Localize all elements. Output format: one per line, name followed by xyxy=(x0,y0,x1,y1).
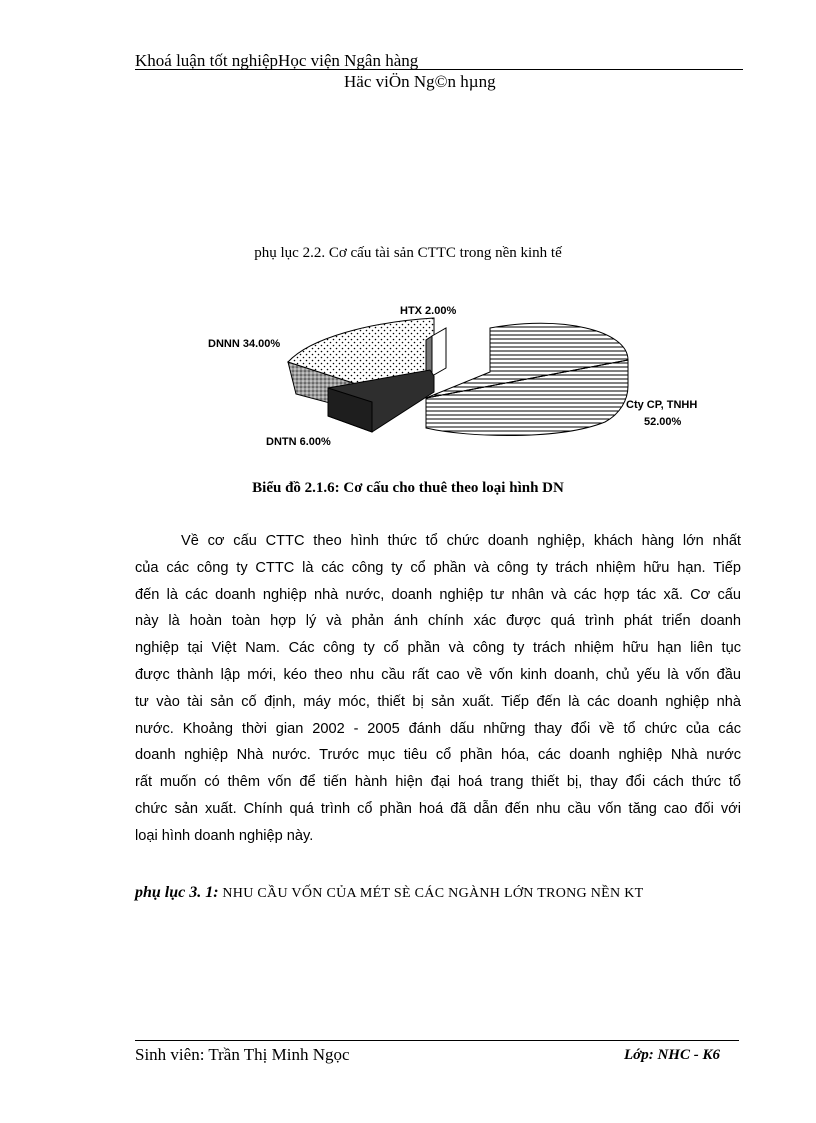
label-dntn: DNTN 6.00% xyxy=(266,436,331,448)
label-cty-cp-tnhh-pct: 52.00% xyxy=(644,416,682,428)
header-rule xyxy=(135,69,743,70)
figure-caption: Biểu đồ 2.1.6: Cơ cấu cho thuê theo loại hình DN xyxy=(252,480,564,496)
paragraph-line: nước. Khoảng thời gian 2002 - 2005 đánh dấu những thay đổi về tổ chức của các xyxy=(135,720,741,737)
header-subtitle: Häc viÖn Ng©n hµng xyxy=(344,72,496,91)
paragraph-line: đến là các doanh nghiệp nhà nước, doanh nghiệp tư nhân và các hợp tác xã. Cơ cấu xyxy=(135,586,741,603)
paragraph-line: rất muốn có thêm vốn để tiến hành hiện đại hoá trang thiết bị, thay đổi cách thức tổ xyxy=(135,774,741,791)
label-cty-cp-tnhh: Cty CP, TNHH xyxy=(626,399,698,411)
footer-class: Lớp: NHC - K6 xyxy=(624,1047,720,1063)
header-title: Khoá luận tốt nghiệpHọc viện Ngân hàng xyxy=(135,51,419,70)
paragraph-line: Về cơ cấu CTTC theo hình thức tổ chức doanh nghiệp, khách hàng lớn nhất xyxy=(181,533,741,549)
paragraph-line: nghiệp tại Việt Nam. Các công ty cổ phần và công ty trách nhiệm hữu hạn liên tục xyxy=(135,640,741,657)
footer-student: Sinh viên: Trần Thị Minh Ngọc xyxy=(135,1045,350,1064)
appendix-text: NHU CẦU VỐN CỦA MÉT SÈ CÁC NGÀNH LỚN TRONG NỀN KT xyxy=(218,886,644,901)
appendix-label: phụ lục 3. 1: xyxy=(135,884,219,901)
label-htx: HTX 2.00% xyxy=(400,305,457,317)
paragraph-line: chức sản xuất. Chính quá trình cổ phần hoá đã dẫn đến nhu cầu vốn tăng cao đối với xyxy=(135,800,741,817)
pie-chart xyxy=(200,290,720,460)
paragraph-line: doanh nghiệp Nhà nước. Trước mục tiêu cổ phần hóa, các doanh nghiệp Nhà nước xyxy=(135,747,741,764)
paragraph-line: được thành lập mới, kéo theo nhu cầu rất cao về vốn kinh doanh, chủ yếu là vốn đầu xyxy=(135,666,741,683)
appendix-heading xyxy=(135,884,643,902)
paragraph-line: tư vào tài sản cố định, máy móc, thiết bị sản xuất. Tiếp đến là các doanh nghiệp nhà xyxy=(135,693,741,710)
paragraph-line: của các công ty CTTC là các công ty cổ phần và công ty trách nhiệm hữu hạn. Tiếp xyxy=(135,559,741,576)
slice-cty-cp-tnhh xyxy=(426,323,628,435)
paragraph-line: loại hình doanh nghiệp này. xyxy=(135,827,314,844)
chart-title: phụ lục 2.2. Cơ cấu tài sản CTTC trong nền kinh tế xyxy=(254,245,562,261)
body-paragraph xyxy=(135,528,741,850)
paragraph-line: này là hoàn toàn hợp lý và phản ánh chính xác được quá trình phát triển doanh xyxy=(135,613,741,630)
label-dnnn: DNNN 34.00% xyxy=(208,338,281,350)
footer-rule xyxy=(135,1040,739,1041)
